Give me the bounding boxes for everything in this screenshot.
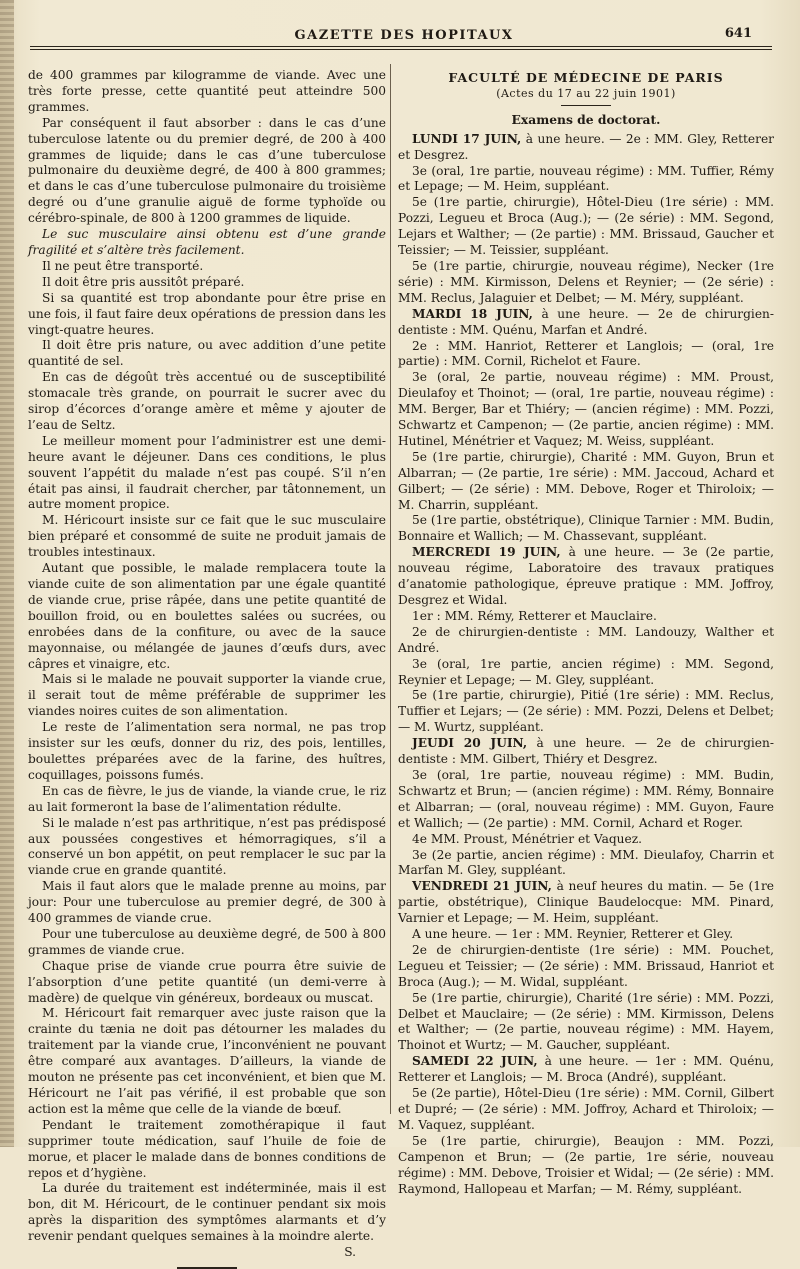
exam-entry [398, 657, 774, 689]
exam-text: à une heure. — 2e : MM. Gley, Retterer et Desgrez. [398, 131, 774, 162]
exam-text: 5e (2e partie), Hôtel-Dieu (1re série) : MM. Cornil, Gilbert et Dupré; — (2e série) : MM. Joffroy, Achard et Thiroloix; — M. Vaquez, suppléant. [398, 1086, 774, 1132]
exam-entry [398, 259, 774, 307]
exam-day: SAMEDI 22 JUIN, [412, 1054, 538, 1069]
exam-entry [398, 832, 774, 848]
paragraph: La durée du traitement est indéterminée, mais il est bon, dit M. Héricourt, de le continuer pendant six mois après la disparition des symptômes alarmants et d’y revenir pendant quelques semaines à la moindre alerte. [28, 1181, 386, 1244]
page-header [28, 22, 780, 46]
exam-text: 3e (oral, 1re partie, nouveau régime) : MM. Budin, Schwartz et Brun; — (ancien régime) : MM. Rémy, Bonnaire et Albarran; — (oral, nouveau régime) : MM. Guyon, Faure et Wallich; — (2e partie) : MM. Cornil, Achard et Roger. [398, 767, 774, 830]
journal-title: GAZETTE DES HOPITAUX [294, 28, 514, 43]
section-subheading: (Actes du 17 au 22 juin 1901) [496, 86, 676, 100]
exam-text: 3e (oral, 1re partie, nouveau régime) : MM. Tuffier, Rémy et Lepage; — M. Heim, suppléant. [398, 163, 774, 194]
exam-text: 5e (1re partie, obstétrique), Clinique Tarnier : MM. Budin, Bonnaire et Wallich; — M. Chassevant, suppléant. [398, 513, 774, 544]
paragraph: Il doit être pris nature, ou avec addition d’une petite quantité de sel. [28, 338, 386, 369]
exam-entry [398, 1054, 774, 1086]
article-signature: S. [344, 1245, 356, 1260]
exam-entry [398, 879, 774, 927]
paragraph: Il ne peut être transporté. [42, 258, 204, 273]
exam-entries [398, 132, 774, 1198]
section-heading: FACULTÉ DE MÉDECINE DE PARIS [448, 70, 724, 85]
exam-entry [398, 927, 774, 943]
exam-text: 1er : MM. Rémy, Retterer et Mauclaire. [412, 608, 657, 623]
heading-rule [561, 105, 611, 106]
exam-entry [398, 848, 774, 880]
exam-entry [398, 164, 774, 196]
paragraph: M. Héricourt fait remarquer avec juste raison que la crainte du tænia ne doit pas détourner les malades du traitement par la viande crue, l’inconvénient ne pouvant être comparé aux avantages. D’ailleurs, la viande de mouton ne présente pas cet inconvénient, et bien que M. Héricourt ne l’ait pas vérifié, il est probable que son action est la même que celle de la viande de bœuf. [28, 1006, 386, 1116]
paragraph: Le suc musculaire ainsi obtenu est d’une grande fragilité et s’altère très facilement. [28, 227, 386, 257]
exam-entry [398, 609, 774, 625]
exam-text: 3e (2e partie, ancien régime) : MM. Dieulafoy, Charrin et Marfan M. Gley, suppléant. [398, 847, 774, 878]
exam-entry [398, 339, 774, 371]
paragraph: Il doit être pris aussitôt préparé. [42, 274, 245, 289]
exam-day: VENDREDI 21 JUIN, [412, 879, 552, 894]
left-column [28, 68, 386, 1269]
exam-entry [398, 991, 774, 1055]
paragraph: Pendant le traitement zomothérapique il faut supprimer toute médication, sauf l’huile de foie de morue, et placer le malade dans de bonnes conditions de repos et d’hygiène. [28, 1117, 386, 1180]
paragraph: Le reste de l’alimentation sera normal, ne pas trop insister sur les œufs, donner du riz, des pois, lentilles, boulettes préparées avec de la farine, des huîtres, coquillages, poissons fumés. [28, 720, 386, 782]
exam-text: à une heure. — 2e de chirurgien-dentiste : MM. Gilbert, Thiéry et Desgrez. [398, 736, 774, 767]
exam-entry [398, 1134, 774, 1198]
exam-text: 5e (1re partie, chirurgie), Pitié (1re série) : MM. Reclus, Tuffier et Lejars; — (2e série) : MM. Pozzi, Delens et Delbet; — M. Wurtz, suppléant. [398, 688, 774, 735]
exam-text: 4e MM. Proust, Ménétrier et Vaquez. [412, 831, 643, 846]
column-separator [390, 64, 391, 1114]
exam-entry [398, 450, 774, 514]
exam-text: A une heure. — 1er : MM. Reynier, Retterer et Gley. [412, 927, 734, 942]
right-column [398, 68, 774, 1197]
exam-text: à une heure. — 3e (2e partie, nouveau régime, Laboratoire des travaux pratiques d’anatomie pathologique, épreuve pratique : MM. Joffroy, Desgrez et Widal. [398, 545, 774, 607]
paragraph: Si le malade n’est pas arthritique, n’est pas prédisposé aux poussées congestives et hémorragiques, s’il a conservé un bon appétit, on peut remplacer le suc par la viande crue en grande quantité. [28, 815, 386, 878]
exam-entry [398, 943, 774, 991]
exam-entry [398, 195, 774, 259]
exam-text: à une heure. — 1er : MM. Quénu, Retterer et Langlois; — M. Broca (André), suppléant. [398, 1054, 774, 1085]
exam-entry [398, 545, 774, 609]
paragraph: Autant que possible, le malade remplacera toute la viande cuite de son alimentation par une égale quantité de viande crue, prise râpée, dans une petite quantité de bouillon froid, ou en boulettes salées ou sucrées, ou enrobées dans de la confiture, ou avec de la sauce mayonnaise, ou mélangée de jaunes d’œufs durs, avec câpres et vinaigre, etc. [28, 561, 386, 671]
exam-text: 2e de chirurgien-dentiste (1re série) : MM. Pouchet, Legueu et Teissier; — (2e série) : MM. Brissaud, Hanriot et Broca (Aug.); — M. Widal, suppléant. [398, 942, 774, 989]
exams-title: Examens de doctorat. [511, 111, 661, 127]
header-rule-double [30, 49, 772, 50]
page-number: 641 [724, 26, 752, 41]
exam-day: MARDI 18 JUIN, [412, 306, 533, 321]
exam-entry [398, 625, 774, 657]
exam-text: 5e (1re partie, chirurgie, nouveau régime), Necker (1re série) : MM. Kirmisson, Delens et Reynier; — (2e série) : MM. Reclus, Jalaguier et Delbet; — M. Méry, suppléant. [398, 258, 774, 305]
paragraph: de 400 grammes par kilogramme de viande. Avec une très forte presse, cette quantité peut atteindre 500 grammes. [28, 68, 386, 114]
exam-text: 2e de chirurgien-dentiste : MM. Landouzy, Walther et André. [398, 624, 774, 655]
exam-day: JEUDI 20 JUIN, [412, 736, 528, 751]
page-binding-edge [0, 0, 14, 1147]
exam-text: 3e (oral, 2e partie, nouveau régime) : MM. Proust, Dieulafoy et Thoinot; — (oral, 1re partie, nouveau régime) : MM. Berger, Bar et Thiéry; — (ancien régime) : MM. Pozzi, Schwartz et Campenon; — (2e partie, ancien régime) : MM. Hutinel, Ménétrier et Vaquez; M. Weiss, suppléant. [398, 370, 774, 448]
exam-text: à une heure. — 2e de chirurgien-dentiste : MM. Quénu, Marfan et André. [398, 306, 774, 337]
exam-entry [398, 370, 774, 450]
exam-entry [398, 132, 774, 164]
paragraph: En cas de dégoût très accentué ou de susceptibilité stomacale très grande, on pourrait le sucrer avec du sirop d’écorces d’orange amère et même y ajouter de l’eau de Seltz. [28, 370, 386, 432]
exam-entry [398, 513, 774, 545]
exam-text: 5e (1re partie, chirurgie), Charité : MM. Guyon, Brun et Albarran; — (2e partie, 1re série) : MM. Jaccoud, Achard et Gilbert; — (2e série) : MM. Debove, Roger et Thiroloix; — M. Charrin, suppléant. [398, 449, 774, 512]
header-rule [30, 46, 772, 47]
paragraph: Si sa quantité est trop abondante pour être prise en une fois, il faut faire deux opérations de pression dans les vingt-quatre heures. [28, 290, 386, 337]
paragraph: M. Héricourt insiste sur ce fait que le suc musculaire bien préparé et consommé de suite ne produit jamais de troubles intestinaux. [28, 513, 386, 560]
paragraph: Par conséquent il faut absorber : dans le cas d’une tuberculose latente ou du premier degré, de 200 à 400 grammes de liquide; dans le cas d’une tuberculose pulmonaire du deuxième degré, de 400 à 800 grammes; et dans le cas d’une tuberculose pulmonaire du troisième degré ou d’une granulie aiguë de forme typhoïde ou cérébro-spinale, de 800 à 1200 grammes de liquide. [28, 115, 386, 226]
exam-entry [398, 1086, 774, 1134]
exam-entry [398, 768, 774, 832]
exam-text: 5e (1re partie, chirurgie), Charité (1re série) : MM. Pozzi, Delbet et Mauclaire; — (2e série) : MM. Kirmisson, Delens et Walther; — (2e partie, nouveau régime) : MM. Hayem, Thoinot et Wurtz; — M. Gaucher, suppléant. [398, 990, 774, 1053]
paragraph: Mais si le malade ne pouvait supporter la viande crue, il serait tout de même préférable de supprimer les viandes noires cuites de son alimentation. [28, 672, 386, 719]
exam-text: 5e (1re partie, chirurgie), Hôtel-Dieu (1re série) : MM. Pozzi, Legueu et Broca (Aug.); — (2e série) : MM. Segond, Lejars et Walther; — (2e partie) : MM. Brissaud, Gaucher et Teissier; — M. Teissier, suppléant. [398, 195, 774, 258]
exam-entry [398, 307, 774, 339]
paragraph: Pour une tuberculose au deuxième degré, de 500 à 800 grammes de viande crue. [28, 926, 386, 957]
exam-text: à neuf heures du matin. — 5e (1re partie, obstétrique), Clinique Baudelocque: MM. Pinard, Varnier et Lepage; — M. Heim, suppléant. [398, 879, 774, 926]
paragraph: En cas de fièvre, le jus de viande, la viande crue, le riz au lait formeront la base de l’alimentation rédulte. [28, 783, 386, 814]
exam-day: MERCREDI 19 JUIN, [412, 545, 561, 560]
exam-text: 5e (1re partie, chirurgie), Beaujon : MM. Pozzi, Campenon et Brun; — (2e partie, 1re série, nouveau régime) : MM. Debove, Troisier et Widal; — (2e série) : MM. Raymond, Hallopeau et Marfan; — M. Rémy, suppléant. [398, 1133, 774, 1196]
exam-day: LUNDI 17 JUIN, [412, 131, 522, 146]
exam-entry [398, 688, 774, 736]
paragraph: Chaque prise de viande crue pourra être suivie de l’absorption d’une petite quantité (un demi-verre à madère) de quelque vin généreux, bordeaux ou muscat. [28, 958, 386, 1005]
exam-entry [398, 736, 774, 768]
paragraph: Le meilleur moment pour l’administrer est une demi-heure avant le déjeuner. Dans ces conditions, le plus souvent l’appétit du malade n’est pas coupé. S’il n’en était pas ainsi, il faudrait chercher, par tâtonnement, un autre moment propice. [28, 433, 386, 512]
exam-text: 3e (oral, 1re partie, ancien régime) : MM. Segond, Reynier et Lepage; — M. Gley, suppléant. [398, 656, 774, 687]
exam-text: 2e : MM. Hanriot, Retterer et Langlois; — (oral, 1re partie) : MM. Cornil, Richelot et Faure. [398, 338, 774, 369]
paragraph: Mais il faut alors que le malade prenne au moins, par jour: Pour une tuberculose au premier degré, de 300 à 400 grammes de viande crue. [28, 879, 386, 926]
